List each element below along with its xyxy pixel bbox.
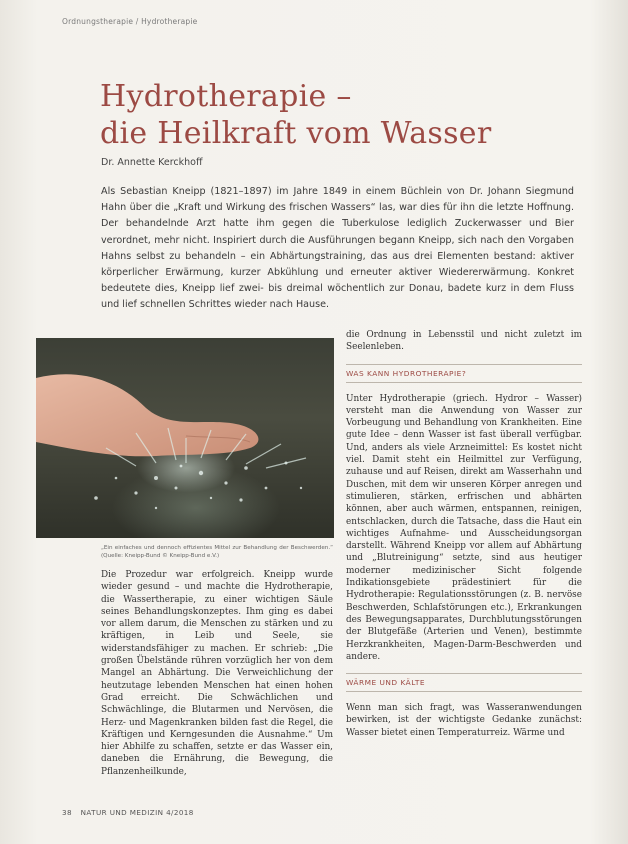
photo-caption: „Ein einfaches und dennoch effizientes Mittel zur Behandlung der Beschwerden.“ (Quelle: Kneipp-Bund © Kneipp-Bund e.V.) xyxy=(101,545,333,559)
lead-paragraph: Als Sebastian Kneipp (1821–1897) im Jahre 1849 in einem Büchlein von Dr. Johann Siegmund Hahn über die „Kraft und Wirkung des frischen Wassers“ las, war dies für ihn die letzte Hoffnung. Der behandelnde Arzt hatte ihm gegen die Tuberkulose lediglich Zuckerwasser und Bier verordnet, mehr nicht. Inspiriert durch die Ausführungen begann Kneipp, sich nach den Vorgaben Hahns selbst zu behandeln – ein Abhärtungstraining, das aus drei Elementen bestand: aktiver körperlicher Erwärmung, kurzer Abkühlung und erneuter aktiver Wiedererwärmung. Konkret bedeutete dies, Kneipp lief zwei- bis dreimal wöchentlich zur Donau, badete kurz in dem Fluss und lief schnellen Schrittes wieder nach Hause. xyxy=(101,186,574,311)
author-byline: Dr. Annette Kerckhoff xyxy=(101,157,203,168)
photo-illustration xyxy=(36,338,334,538)
article-title xyxy=(100,78,492,152)
running-header: Ordnungstherapie / Hydrotherapie xyxy=(62,17,198,26)
foot-shape xyxy=(36,374,258,456)
section-heading-hydrotherapy: WAS KANN HYDROTHERAPIE? xyxy=(346,364,582,383)
water-splash xyxy=(94,462,302,510)
right-column xyxy=(346,329,582,739)
title-line-1: Hydrotherapie – xyxy=(100,79,352,114)
section-body-hydrotherapy: Unter Hydrotherapie (griech. Hydror – Wasser) versteht man die Anwendung von Wasser zur Vorbeugung und Behandlung von Krankheiten. Eine gute Idee – denn Wasser ist fast überall verfügbar. Und, anders als viele Arzneimittel: Es kostet nicht viel. Damit steht ein Heilmittel zur Verfügung, zuhause und auf Reisen, direkt am Wasserhahn und Duschen, mit dem wir unseren Körper anregen und stimulieren, stärken, erfrischen und abhärten können, aber auch wärmen, entspannen, reinigen, entschlacken, durch die Tatsache, dass die Haut ein wichtiges Aufnahme- und Ausscheidungsorgan darstellt. Während Kneipp vor allem auf Abhärtung und „Blutreinigung“ setzte, sind aus heutiger moderner medizinischer Sicht folgende Indikationsgebiete prädestiniert für die Hydrotherapie: Regulationsstörungen (z. B. nervöse Beschwerden, Schlafstörungen etc.), Erkrankungen des Bewegungsapparates, Durchblutungsstörungen der Blutgefäße (Arterien und Venen), bestimmte Herzkrankheiten, Magen-Darm-Beschwerden und andere. xyxy=(346,393,582,662)
right-column-intro: die Ordnung in Lebensstil und nicht zuletzt im Seelenleben. xyxy=(346,330,582,353)
section-heading-warmth-cold: WÄRME UND KÄLTE xyxy=(346,673,582,692)
left-column-text: Die Prozedur war erfolgreich. Kneipp wurde wieder gesund – und machte die Hydrotherapie, die Wassertherapie, zu einer wichtigen Säule seines Behandlungskonzeptes. Ihm ging es dabei vor allem darum, die Menschen zu stärken und zu kräftigen, in Leib und Seele, sie widerstandsfähiger zu machen. Er schrieb: „Die großen Übelstände rühren vorzüglich her von dem Mangel an Abhärtung. Die Verweichlichung der heutzutage lebenden Menschen hat einen hohen Grad erreicht. Die Schwächlichen und Schwächlinge, die Blutarmen und Nervösen, die Herz- und Magenkranken bilden fast die Regel, die Kräftigen und Kerngesunden die Ausnahme.“ Um hier Abhilfe zu schaffen, setzte er das Wasser ein, daneben die Ernährung, die Bewegung, die Pflanzenheilkunde, xyxy=(101,570,333,777)
page-number: 38 xyxy=(62,808,72,817)
publication-name: NATUR UND MEDIZIN 4/2018 xyxy=(80,808,194,817)
foot-in-water-photo xyxy=(36,338,334,538)
page-footer xyxy=(62,808,194,817)
section-body-warmth-cold: Wenn man sich fragt, was Wasseranwendungen bewirken, ist der wichtigste Gedanke zunächst: Wasser bietet einen Temperaturreiz. Wärme und xyxy=(346,703,582,738)
title-line-2: die Heilkraft vom Wasser xyxy=(100,116,492,151)
